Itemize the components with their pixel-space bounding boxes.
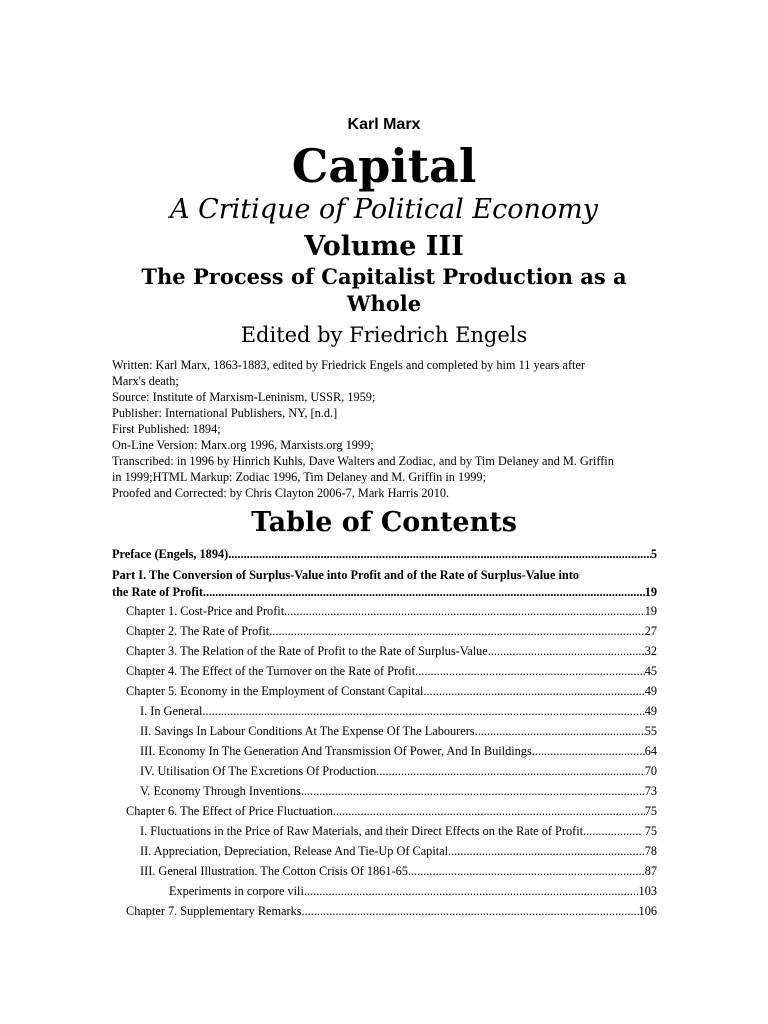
toc-entry-label: Chapter 2. The Rate of Profit xyxy=(126,624,270,638)
toc-entry-section[interactable] xyxy=(112,781,657,801)
meta-line: Written: Karl Marx, 1863-1883, edited by Friedrick Engels and completed by him 11 years after xyxy=(112,358,586,372)
toc-entry-chapter-5[interactable] xyxy=(112,681,657,701)
toc-leader-dots xyxy=(304,881,639,901)
toc-entry-label: the Rate of Profit xyxy=(112,585,203,599)
toc-entry-chapter-2[interactable] xyxy=(112,621,657,641)
toc-entry-page: 32 xyxy=(644,644,657,658)
toc-entry-part-1[interactable] xyxy=(112,567,657,601)
publication-metadata xyxy=(112,357,657,501)
volume-number: Volume III xyxy=(304,231,464,262)
toc-entry-section[interactable] xyxy=(112,721,657,741)
toc-entry-label: Part I. The Conversion of Surplus-Value into Profit and of the Rate of Surplus-Value into xyxy=(112,568,579,582)
toc-entry-page: 87 xyxy=(644,864,657,878)
volume-title: The Process of Capitalist Production as a Whole xyxy=(141,264,627,316)
meta-line: Publisher: International Publishers, NY, [n.d.] xyxy=(112,406,338,420)
toc-entry-label: I. In General xyxy=(140,704,203,718)
toc-entry-page: 27 xyxy=(644,624,657,638)
table-of-contents xyxy=(112,544,657,921)
toc-entry-page: 73 xyxy=(644,784,657,798)
editor-line: Edited by Friedrich Engels xyxy=(240,323,528,347)
toc-entry-page: 49 xyxy=(644,704,657,718)
author-name: Karl Marx xyxy=(347,116,421,133)
toc-leader-dots xyxy=(284,601,645,621)
toc-entry-page: 75 xyxy=(644,824,657,838)
toc-entry-section[interactable] xyxy=(112,701,657,721)
toc-entry-label: Chapter 1. Cost-Price and Profit xyxy=(126,604,285,618)
toc-entry-page: 78 xyxy=(644,844,657,858)
toc-entry-label: I. Fluctuations in the Price of Raw Materials, and their Direct Effects on the Rate of Profit xyxy=(140,824,584,838)
toc-entry-subsection[interactable] xyxy=(112,881,657,901)
toc-entry-page: 19 xyxy=(644,585,657,599)
meta-line: in 1999;HTML Markup: Zodiac 1996, Tim Delaney and M. Griffin in 1999; xyxy=(112,470,486,484)
toc-entry-chapter-4[interactable] xyxy=(112,661,657,681)
toc-entry-label: III. General Illustration. The Cotton Crisis Of 1861-65 xyxy=(140,864,408,878)
toc-leader-dots xyxy=(423,681,644,701)
toc-entry-chapter-7[interactable] xyxy=(112,901,657,921)
meta-line: Proofed and Corrected: by Chris Clayton 2006-7, Mark Harris 2010. xyxy=(112,486,450,500)
toc-entry-page: 75 xyxy=(644,804,657,818)
toc-entry-page: 45 xyxy=(644,664,657,678)
toc-leader-dots xyxy=(333,801,645,821)
toc-entry-label: Chapter 4. The Effect of the Turnover on the Rate of Profit xyxy=(126,664,416,678)
toc-leader-dots xyxy=(583,821,642,841)
meta-line: First Published: 1894; xyxy=(112,422,221,436)
toc-leader-dots xyxy=(376,761,644,781)
toc-entry-page: 55 xyxy=(644,724,657,738)
book-subtitle: A Critique of Political Economy xyxy=(170,194,598,225)
toc-leader-dots xyxy=(415,661,645,681)
toc-entry-chapter-6[interactable] xyxy=(112,801,657,821)
toc-entry-chapter-1[interactable] xyxy=(112,601,657,621)
toc-entry-page: 49 xyxy=(644,684,657,698)
toc-entry-page: 70 xyxy=(644,764,657,778)
toc-entry-page: 106 xyxy=(638,904,657,918)
toc-leader-dots xyxy=(302,901,639,921)
toc-entry-section[interactable] xyxy=(112,741,657,761)
toc-leader-dots xyxy=(448,841,645,861)
toc-entry-label: Chapter 5. Economy in the Employment of Constant Capital xyxy=(126,684,424,698)
toc-leader-dots xyxy=(301,781,645,801)
toc-entry-label: Experiments in corpore vili xyxy=(169,884,304,898)
toc-entry-section[interactable] xyxy=(112,821,657,841)
toc-entry-chapter-3[interactable] xyxy=(112,641,657,661)
toc-entry-section[interactable] xyxy=(112,841,657,861)
toc-entry-label: V. Economy Through Inventions xyxy=(140,784,301,798)
toc-entry-label: IV. Utilisation Of The Excretions Of Production xyxy=(140,764,377,778)
toc-entry-label: III. Economy In The Generation And Transmission Of Power, And In Buildings xyxy=(140,744,532,758)
toc-entry-section[interactable] xyxy=(112,761,657,781)
toc-entry-page: 5 xyxy=(650,547,657,561)
toc-leader-dots xyxy=(408,861,645,881)
toc-entry-section[interactable] xyxy=(112,861,657,881)
toc-entry-preface[interactable] xyxy=(112,544,657,564)
toc-entry-page: 19 xyxy=(644,604,657,618)
toc-leader-dots xyxy=(202,701,644,721)
toc-heading: Table of Contents xyxy=(251,507,517,538)
toc-leader-dots xyxy=(532,741,645,761)
toc-entry-label: Chapter 6. The Effect of Price Fluctuation xyxy=(126,804,333,818)
meta-line: Transcribed: in 1996 by Hinrich Kuhls, Dave Walters and Zodiac, and by Tim Delaney and M. Griffin xyxy=(112,454,614,468)
toc-leader-dots xyxy=(203,584,645,601)
meta-line: Source: Institute of Marxism-Leninism, USSR, 1959; xyxy=(112,390,376,404)
toc-entry-label: II. Appreciation, Depreciation, Release And Tie-Up Of Capital xyxy=(140,844,449,858)
toc-leader-dots xyxy=(475,721,645,741)
toc-entry-label: Preface (Engels, 1894) xyxy=(112,547,229,561)
toc-entry-page: 103 xyxy=(638,884,657,898)
toc-entry-label: II. Savings In Labour Conditions At The Expense Of The Labourers xyxy=(140,724,475,738)
toc-leader-dots xyxy=(228,544,651,564)
toc-leader-dots xyxy=(488,641,645,661)
meta-line: On-Line Version: Marx.org 1996, Marxists.org 1999; xyxy=(112,438,374,452)
toc-entry-label: Chapter 7. Supplementary Remarks xyxy=(126,904,302,918)
book-title: Capital xyxy=(291,139,477,193)
toc-leader-dots xyxy=(269,621,644,641)
toc-entry-label: Chapter 3. The Relation of the Rate of Profit to the Rate of Surplus-Value xyxy=(126,644,488,658)
meta-line: Marx's death; xyxy=(112,374,179,388)
toc-entry-page: 64 xyxy=(644,744,657,758)
